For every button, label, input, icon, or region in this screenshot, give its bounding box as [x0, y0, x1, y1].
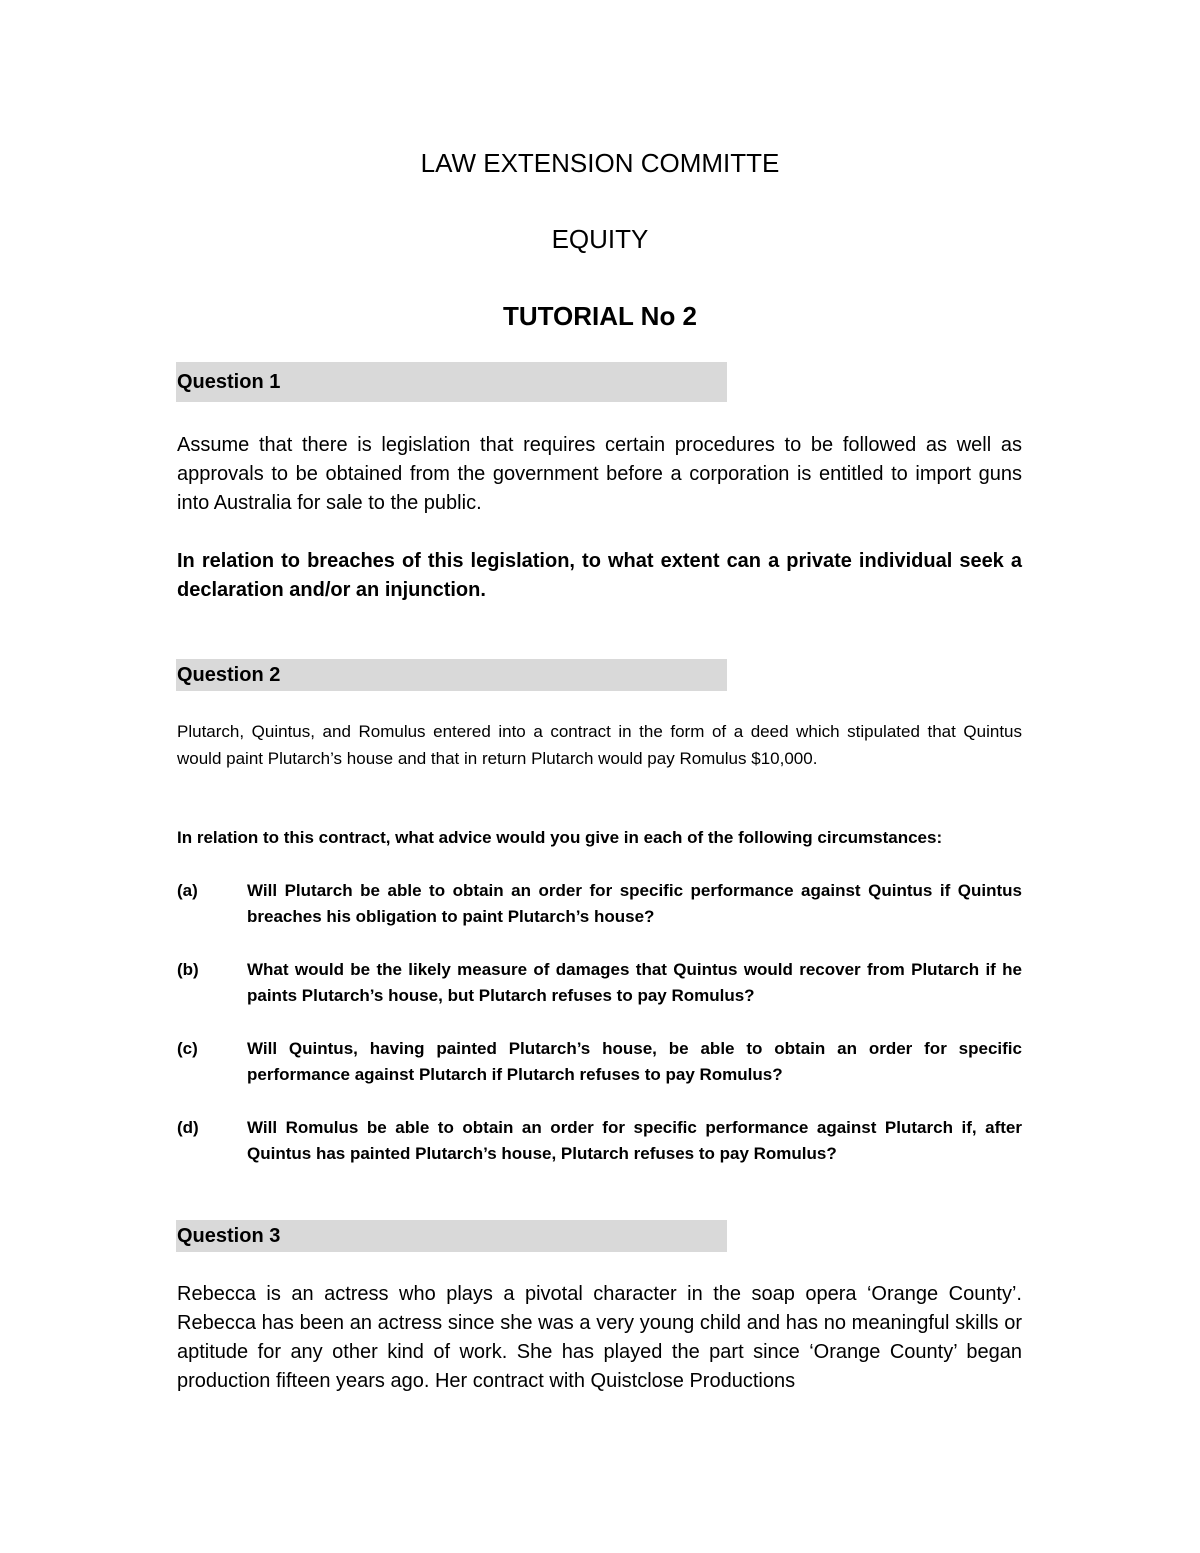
document-title: LAW EXTENSION COMMITTE	[420, 148, 780, 178]
list-item-label: (c)	[177, 1039, 198, 1058]
question-1-heading: Question 1	[176, 362, 727, 402]
question-3-body: Rebecca is an actress who plays a pivotal character in the soap opera ‘Orange County’. Rebecca has been an actress since she was a very young child and has no meaningful skills or aptitude for any other kind of work. She has played the part since ‘Orange County’ began production fifteen years ago. Her contract with Quistclose Productions	[177, 1283, 1022, 1392]
question-2-prompt: In relation to this contract, what advice would you give in each of the following circumstances:	[177, 828, 943, 847]
tutorial-title: TUTORIAL No 2	[502, 301, 698, 331]
list-item-label: (b)	[177, 960, 199, 979]
list-item-text: Will Quintus, having painted Plutarch’s house, be able to obtain an order for specific performance against Plutarch if Plutarch refuses to pay Romulus?	[247, 1039, 1022, 1084]
list-item-text: Will Plutarch be able to obtain an order for specific performance against Quintus if Quintus breaches his obligation to paint Plutarch’s house?	[247, 881, 1022, 926]
list-item-label: (d)	[177, 1118, 199, 1137]
question-2-body: Plutarch, Quintus, and Romulus entered into a contract in the form of a deed which stipulated that Quintus would paint Plutarch’s house and that in return Plutarch would pay Romulus $10,000.	[177, 722, 1022, 768]
question-1-prompt: In relation to breaches of this legislation, to what extent can a private individual seek a declaration and/or an injunction.	[177, 550, 1022, 601]
list-item-label: (a)	[177, 881, 198, 900]
list-item-text: What would be the likely measure of damages that Quintus would recover from Plutarch if he paints Plutarch’s house, but Plutarch refuses to pay Romulus?	[247, 960, 1022, 1005]
question-3-heading: Question 3	[176, 1220, 727, 1252]
list-item-text: Will Romulus be able to obtain an order for specific performance against Plutarch if, after Quintus has painted Plutarch’s house, Plutarch refuses to pay Romulus?	[247, 1118, 1022, 1163]
question-2-heading: Question 2	[176, 659, 727, 691]
subject-title: EQUITY	[551, 224, 649, 254]
question-1-body: Assume that there is legislation that requires certain procedures to be followed as well as approvals to be obtained from the government before a corporation is entitled to import guns into Australia for sale to the public.	[177, 434, 1022, 514]
